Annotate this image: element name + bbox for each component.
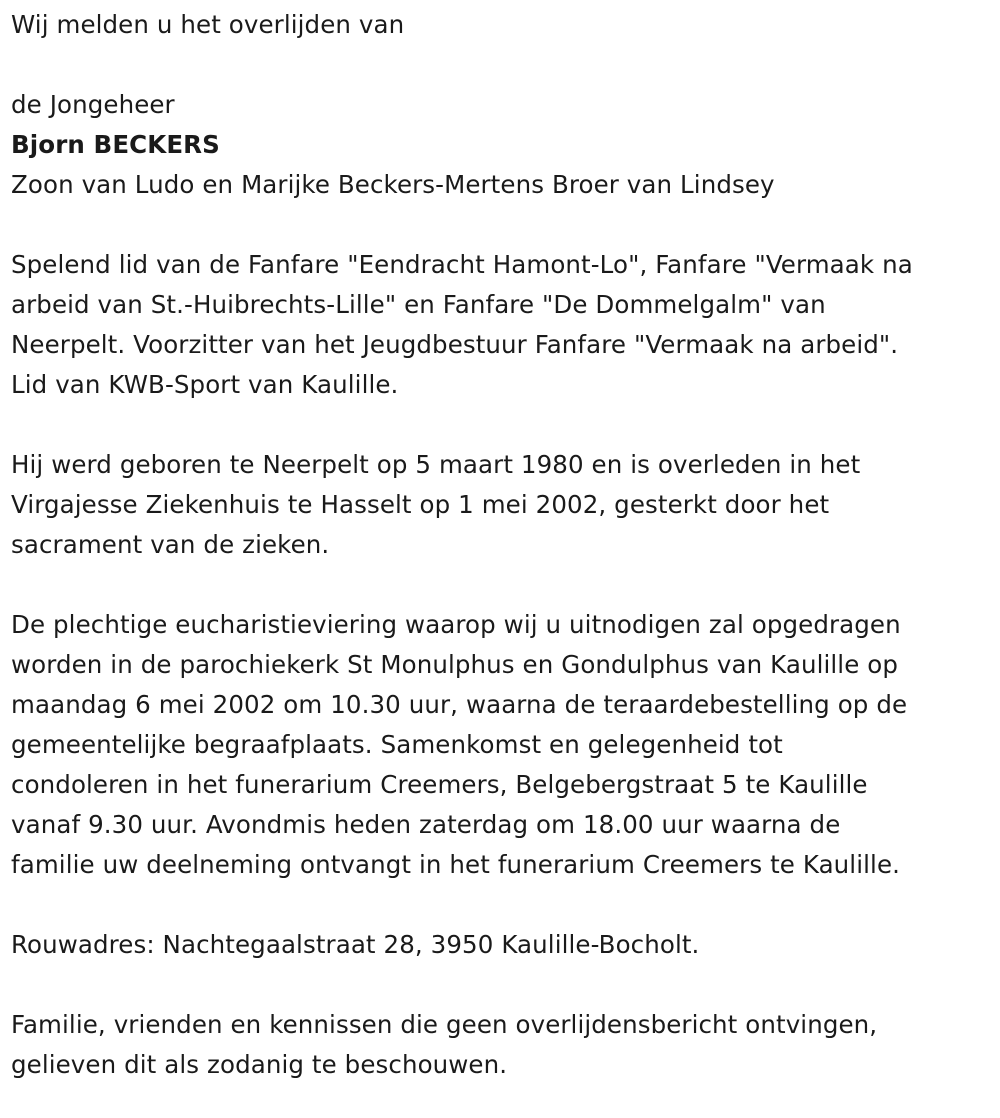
spacer — [11, 965, 991, 1005]
birth-death-line: Hij werd geboren te Neerpelt op 5 maart 1980 en is overleden in het — [11, 450, 861, 479]
spacer — [11, 45, 991, 85]
closing-line: Familie, vrienden en kennissen die geen overlijdensbericht ontvingen, — [11, 1010, 878, 1039]
mourning-address: Rouwadres: Nachtegaalstraat 28, 3950 Kaulille-Bocholt. — [11, 930, 700, 959]
ceremony-line: vanaf 9.30 uur. Avondmis heden zaterdag om 18.00 uur waarna de — [11, 810, 841, 839]
ceremony-line: condoleren in het funerarium Creemers, Belgebergstraat 5 te Kaulille — [11, 770, 868, 799]
birth-death-line: sacrament van de zieken. — [11, 530, 330, 559]
membership-line: Neerpelt. Voorzitter van het Jeugdbestuur Fanfare "Vermaak na arbeid". — [11, 330, 899, 359]
ceremony-line: familie uw deelneming ontvangt in het funerarium Creemers te Kaulille. — [11, 850, 900, 879]
spacer — [11, 405, 991, 445]
ceremony-line: maandag 6 mei 2002 om 10.30 uur, waarna de teraardebestelling op de — [11, 690, 908, 719]
ceremony-line: De plechtige eucharistieviering waarop wij u uitnodigen zal opgedragen — [11, 610, 901, 639]
ceremony-line: worden in de parochiekerk St Monulphus en Gondulphus van Kaulille op — [11, 650, 899, 679]
deceased-name: Bjorn BECKERS — [11, 130, 220, 159]
family-line: Zoon van Ludo en Marijke Beckers-Mertens Broer van Lindsey — [11, 170, 775, 199]
closing-line: gelieven dit als zodanig te beschouwen. — [11, 1050, 508, 1079]
title-prefix: de Jongeheer — [11, 90, 175, 119]
membership-paragraph — [11, 245, 991, 405]
spacer — [11, 205, 991, 245]
spacer — [11, 565, 991, 605]
birth-death-paragraph — [11, 445, 991, 565]
intro-text: Wij melden u het overlijden van — [11, 10, 405, 39]
birth-death-line: Virgajesse Ziekenhuis te Hasselt op 1 mei 2002, gesterkt door het — [11, 490, 830, 519]
closing-paragraph — [11, 1005, 991, 1085]
membership-line: Spelend lid van de Fanfare "Eendracht Hamont-Lo", Fanfare "Vermaak na — [11, 250, 913, 279]
spacer — [11, 885, 991, 925]
membership-line: Lid van KWB-Sport van Kaulille. — [11, 370, 399, 399]
death-notice — [11, 5, 991, 1085]
ceremony-line: gemeentelijke begraafplaats. Samenkomst en gelegenheid tot — [11, 730, 783, 759]
membership-line: arbeid van St.-Huibrechts-Lille" en Fanfare "De Dommelgalm" van — [11, 290, 826, 319]
ceremony-paragraph — [11, 605, 991, 885]
